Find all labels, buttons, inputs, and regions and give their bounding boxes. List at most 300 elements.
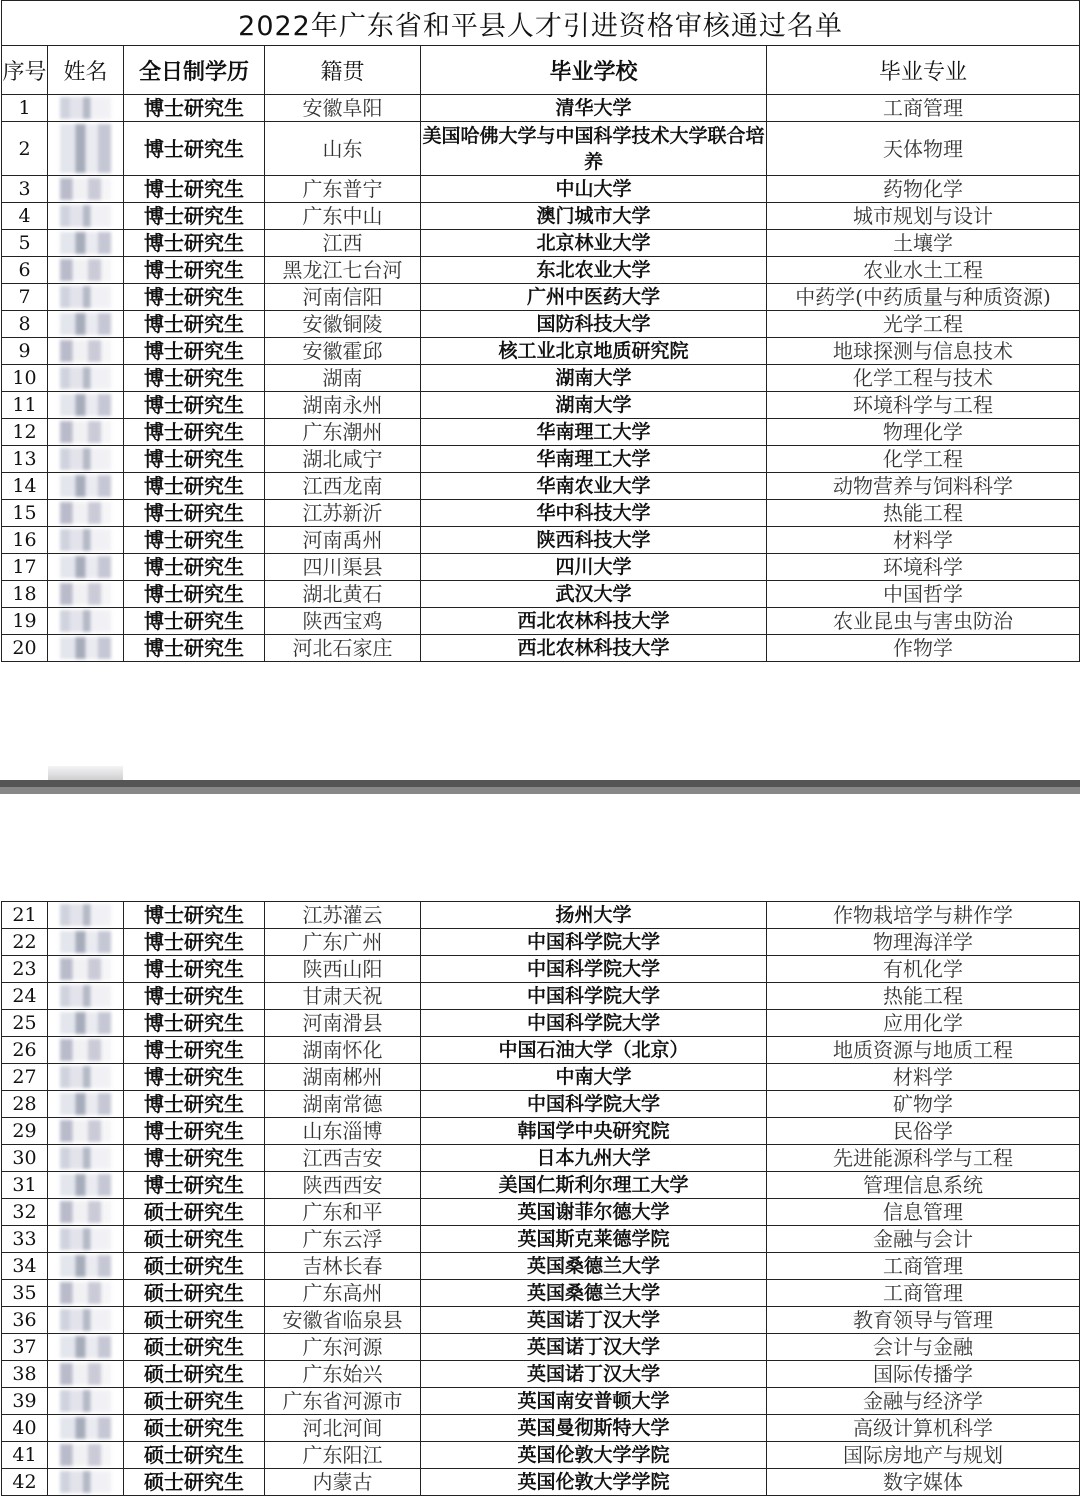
row-major: 药物化学: [767, 176, 1080, 203]
row-origin: 安徽阜阳: [265, 95, 421, 122]
row-school: 中山大学: [421, 176, 767, 203]
row-school: 广州中医药大学: [421, 284, 767, 311]
row-education: 硕士研究生: [124, 1334, 265, 1361]
table-row: [2, 1010, 1080, 1037]
row-seq: 1: [2, 95, 48, 122]
table-row: [2, 1037, 1080, 1064]
row-major: 作物学: [767, 635, 1080, 662]
redacted-name-blur: [60, 313, 111, 335]
row-school: 英国南安普顿大学: [421, 1388, 767, 1415]
row-name-redacted: [48, 1010, 124, 1037]
row-education: 博士研究生: [124, 902, 265, 929]
row-origin: 山东: [265, 122, 421, 176]
row-origin: 河北河间: [265, 1415, 421, 1442]
redacted-name-blur: [60, 502, 111, 524]
row-major: 国际传播学: [767, 1361, 1080, 1388]
row-origin: 江西: [265, 230, 421, 257]
row-education: 博士研究生: [124, 365, 265, 392]
header-name: 姓名: [48, 46, 124, 95]
redacted-name-blur: [60, 394, 111, 416]
row-seq: 17: [2, 554, 48, 581]
row-education: 博士研究生: [124, 500, 265, 527]
row-origin: 黑龙江七台河: [265, 257, 421, 284]
row-name-redacted: [48, 392, 124, 419]
row-school: 英国诺丁汉大学: [421, 1307, 767, 1334]
row-major: 数字媒体: [767, 1469, 1080, 1496]
row-major: 农业水土工程: [767, 257, 1080, 284]
row-origin: 吉林长春: [265, 1253, 421, 1280]
row-seq: 32: [2, 1199, 48, 1226]
row-education: 博士研究生: [124, 230, 265, 257]
row-major: 作物栽培学与耕作学: [767, 902, 1080, 929]
row-origin: 甘肃天祝: [265, 983, 421, 1010]
row-origin: 湖南永州: [265, 392, 421, 419]
row-school: 英国曼彻斯特大学: [421, 1415, 767, 1442]
row-major: 民俗学: [767, 1118, 1080, 1145]
row-name-redacted: [48, 929, 124, 956]
row-origin: 广东始兴: [265, 1361, 421, 1388]
row-education: 博士研究生: [124, 473, 265, 500]
row-school: 中南大学: [421, 1064, 767, 1091]
redacted-name-blur: [60, 1174, 111, 1196]
row-seq: 12: [2, 419, 48, 446]
row-seq: 4: [2, 203, 48, 230]
row-major: 材料学: [767, 1064, 1080, 1091]
row-major: 物理化学: [767, 419, 1080, 446]
row-school: 扬州大学: [421, 902, 767, 929]
row-school: 西北农林科技大学: [421, 608, 767, 635]
redacted-name-blur: [60, 421, 111, 443]
table-row: [2, 1118, 1080, 1145]
row-origin: 山东淄博: [265, 1118, 421, 1145]
row-origin: 湖南怀化: [265, 1037, 421, 1064]
row-seq: 40: [2, 1415, 48, 1442]
row-major: 金融与会计: [767, 1226, 1080, 1253]
row-education: 博士研究生: [124, 176, 265, 203]
redacted-name-blur: [60, 1120, 111, 1142]
row-seq: 9: [2, 338, 48, 365]
table-row: [2, 1442, 1080, 1469]
row-school: 英国诺丁汉大学: [421, 1361, 767, 1388]
row-origin: 广东中山: [265, 203, 421, 230]
table-row: [2, 1226, 1080, 1253]
row-seq: 31: [2, 1172, 48, 1199]
row-seq: 41: [2, 1442, 48, 1469]
row-origin: 江西吉安: [265, 1145, 421, 1172]
row-school: 湖南大学: [421, 392, 767, 419]
row-seq: 5: [2, 230, 48, 257]
table-row: [2, 473, 1080, 500]
row-name-redacted: [48, 1037, 124, 1064]
redacted-name-blur: [60, 1471, 111, 1493]
row-major: 环境科学: [767, 554, 1080, 581]
row-school: 华南理工大学: [421, 446, 767, 473]
row-school: 美国哈佛大学与中国科学技术大学联合培养: [421, 122, 767, 176]
redacted-name-blur: [60, 904, 111, 926]
row-major: 金融与经济学: [767, 1388, 1080, 1415]
row-origin: 陕西西安: [265, 1172, 421, 1199]
row-origin: 江西龙南: [265, 473, 421, 500]
row-name-redacted: [48, 581, 124, 608]
row-education: 博士研究生: [124, 1064, 265, 1091]
row-origin: 湖南: [265, 365, 421, 392]
row-name-redacted: [48, 1469, 124, 1496]
redacted-name-blur: [60, 637, 111, 659]
row-name-redacted: [48, 311, 124, 338]
redacted-name-blur: [60, 556, 111, 578]
row-major: 中药学(中药质量与种质资源): [767, 284, 1080, 311]
row-seq: 21: [2, 902, 48, 929]
row-major: 矿物学: [767, 1091, 1080, 1118]
row-education: 硕士研究生: [124, 1388, 265, 1415]
row-school: 中国科学院大学: [421, 1010, 767, 1037]
table-row: [2, 581, 1080, 608]
row-origin: 陕西宝鸡: [265, 608, 421, 635]
row-school: 华中科技大学: [421, 500, 767, 527]
row-education: 博士研究生: [124, 95, 265, 122]
row-seq: 27: [2, 1064, 48, 1091]
row-education: 博士研究生: [124, 1118, 265, 1145]
redacted-name-blur: [60, 124, 111, 173]
redacted-name-blur: [60, 448, 111, 470]
row-education: 博士研究生: [124, 257, 265, 284]
row-seq: 39: [2, 1388, 48, 1415]
row-seq: 6: [2, 257, 48, 284]
row-seq: 10: [2, 365, 48, 392]
row-school: 东北农业大学: [421, 257, 767, 284]
redacted-name-blur: [60, 1066, 111, 1088]
row-major: 热能工程: [767, 500, 1080, 527]
row-name-redacted: [48, 1145, 124, 1172]
redacted-name-blur: [60, 1012, 111, 1034]
row-school: 英国伦敦大学学院: [421, 1442, 767, 1469]
row-education: 硕士研究生: [124, 1442, 265, 1469]
redacted-name-blur: [60, 1147, 111, 1169]
row-major: 工商管理: [767, 1253, 1080, 1280]
table-row: [2, 929, 1080, 956]
row-major: 农业昆虫与害虫防治: [767, 608, 1080, 635]
row-school: 澳门城市大学: [421, 203, 767, 230]
table-row: [2, 95, 1080, 122]
table-row: [2, 1469, 1080, 1496]
row-school: 英国伦敦大学学院: [421, 1469, 767, 1496]
table-row: [2, 365, 1080, 392]
row-education: 硕士研究生: [124, 1307, 265, 1334]
row-education: 博士研究生: [124, 392, 265, 419]
row-major: 信息管理: [767, 1199, 1080, 1226]
row-major: 工商管理: [767, 95, 1080, 122]
row-education: 博士研究生: [124, 929, 265, 956]
row-origin: 河南信阳: [265, 284, 421, 311]
redacted-name-blur: [60, 97, 111, 119]
row-name-redacted: [48, 1442, 124, 1469]
row-name-redacted: [48, 1280, 124, 1307]
table-bottom: [1, 901, 1080, 1496]
row-major: 土壤学: [767, 230, 1080, 257]
table-row: [2, 1199, 1080, 1226]
row-education: 博士研究生: [124, 419, 265, 446]
row-education: 硕士研究生: [124, 1199, 265, 1226]
header-edu: 全日制学历: [124, 46, 265, 95]
table-row: [2, 419, 1080, 446]
row-seq: 36: [2, 1307, 48, 1334]
row-seq: 8: [2, 311, 48, 338]
row-origin: 安徽铜陵: [265, 311, 421, 338]
redacted-name-blur: [60, 1363, 111, 1385]
row-education: 博士研究生: [124, 284, 265, 311]
row-seq: 26: [2, 1037, 48, 1064]
table-row: [2, 338, 1080, 365]
row-school: 四川大学: [421, 554, 767, 581]
row-education: 博士研究生: [124, 635, 265, 662]
row-seq: 11: [2, 392, 48, 419]
table-row: [2, 1145, 1080, 1172]
row-seq: 34: [2, 1253, 48, 1280]
row-school: 中国科学院大学: [421, 929, 767, 956]
row-school: 武汉大学: [421, 581, 767, 608]
table-row: [2, 176, 1080, 203]
row-name-redacted: [48, 527, 124, 554]
table-row: [2, 1280, 1080, 1307]
row-name-redacted: [48, 1388, 124, 1415]
row-school: 国防科技大学: [421, 311, 767, 338]
redacted-name-blur: [60, 958, 111, 980]
row-origin: 湖北咸宁: [265, 446, 421, 473]
row-major: 先进能源科学与工程: [767, 1145, 1080, 1172]
row-school: 美国仁斯利尔理工大学: [421, 1172, 767, 1199]
row-major: 国际房地产与规划: [767, 1442, 1080, 1469]
row-education: 博士研究生: [124, 1145, 265, 1172]
row-seq: 14: [2, 473, 48, 500]
table-row: [2, 1091, 1080, 1118]
row-origin: 广东普宁: [265, 176, 421, 203]
table-row: [2, 554, 1080, 581]
row-education: 博士研究生: [124, 1172, 265, 1199]
redacted-name-blur: [60, 367, 111, 389]
row-name-redacted: [48, 365, 124, 392]
row-seq: 3: [2, 176, 48, 203]
row-education: 博士研究生: [124, 203, 265, 230]
row-name-redacted: [48, 1091, 124, 1118]
row-name-redacted: [48, 176, 124, 203]
row-education: 硕士研究生: [124, 1226, 265, 1253]
row-origin: 广东云浮: [265, 1226, 421, 1253]
redacted-name-blur: [60, 529, 111, 551]
row-seq: 2: [2, 122, 48, 176]
row-origin: 广东广州: [265, 929, 421, 956]
row-name-redacted: [48, 230, 124, 257]
row-seq: 19: [2, 608, 48, 635]
redacted-name-blur: [60, 1201, 111, 1223]
redacted-name-blur: [60, 931, 111, 953]
table-page-bottom: [0, 901, 1080, 1496]
row-name-redacted: [48, 1172, 124, 1199]
row-name-redacted: [48, 1415, 124, 1442]
row-origin: 四川渠县: [265, 554, 421, 581]
row-origin: 河北石家庄: [265, 635, 421, 662]
row-school: 中国科学院大学: [421, 983, 767, 1010]
row-school: 英国斯克莱德学院: [421, 1226, 767, 1253]
row-seq: 23: [2, 956, 48, 983]
row-name-redacted: [48, 203, 124, 230]
row-major: 地球探测与信息技术: [767, 338, 1080, 365]
redacted-name-blur: [60, 1228, 111, 1250]
table-row: [2, 1307, 1080, 1334]
row-education: 硕士研究生: [124, 1361, 265, 1388]
redacted-name-blur: [60, 259, 111, 281]
row-name-redacted: [48, 1226, 124, 1253]
row-education: 博士研究生: [124, 983, 265, 1010]
redacted-name-blur: [60, 1039, 111, 1061]
row-major: 教育领导与管理: [767, 1307, 1080, 1334]
row-school: 英国桑德兰大学: [421, 1253, 767, 1280]
row-major: 地质资源与地质工程: [767, 1037, 1080, 1064]
redacted-name-blur: [60, 286, 111, 308]
row-school: 中国科学院大学: [421, 956, 767, 983]
row-seq: 22: [2, 929, 48, 956]
table-row: [2, 392, 1080, 419]
header-school: 毕业学校: [421, 46, 767, 95]
table-row: [2, 1415, 1080, 1442]
table-row: [2, 1334, 1080, 1361]
row-education: 硕士研究生: [124, 1469, 265, 1496]
redacted-name-blur: [60, 985, 111, 1007]
row-name-redacted: [48, 1361, 124, 1388]
redacted-name-blur: [60, 475, 111, 497]
row-education: 博士研究生: [124, 527, 265, 554]
row-origin: 陕西山阳: [265, 956, 421, 983]
row-origin: 广东和平: [265, 1199, 421, 1226]
row-origin: 广东省河源市: [265, 1388, 421, 1415]
row-education: 博士研究生: [124, 446, 265, 473]
row-origin: 江苏灌云: [265, 902, 421, 929]
row-major: 应用化学: [767, 1010, 1080, 1037]
redacted-name-blur: [60, 1255, 111, 1277]
row-school: 韩国学中央研究院: [421, 1118, 767, 1145]
row-seq: 15: [2, 500, 48, 527]
table-row: [2, 446, 1080, 473]
row-major: 高级计算机科学: [767, 1415, 1080, 1442]
row-origin: 湖南郴州: [265, 1064, 421, 1091]
row-school: 华南农业大学: [421, 473, 767, 500]
row-name-redacted: [48, 902, 124, 929]
header-major: 毕业专业: [767, 46, 1080, 95]
row-name-redacted: [48, 446, 124, 473]
row-origin: 广东河源: [265, 1334, 421, 1361]
row-school: 核工业北京地质研究院: [421, 338, 767, 365]
table-top: [1, 0, 1080, 662]
row-school: 陕西科技大学: [421, 527, 767, 554]
row-seq: 30: [2, 1145, 48, 1172]
row-seq: 20: [2, 635, 48, 662]
row-origin: 河南禹州: [265, 527, 421, 554]
row-seq: 24: [2, 983, 48, 1010]
redacted-name-blur: [60, 583, 111, 605]
row-origin: 内蒙古: [265, 1469, 421, 1496]
row-education: 博士研究生: [124, 608, 265, 635]
redacted-name-blur: [60, 1390, 111, 1412]
row-name-redacted: [48, 983, 124, 1010]
row-education: 硕士研究生: [124, 1253, 265, 1280]
row-major: 中国哲学: [767, 581, 1080, 608]
page-divider: [0, 780, 1080, 794]
redacted-name-blur: [60, 232, 111, 254]
row-major: 化学工程: [767, 446, 1080, 473]
row-major: 化学工程与技术: [767, 365, 1080, 392]
table-row: [2, 257, 1080, 284]
row-origin: 广东高州: [265, 1280, 421, 1307]
row-name-redacted: [48, 554, 124, 581]
table-row: [2, 527, 1080, 554]
row-major: 工商管理: [767, 1280, 1080, 1307]
row-name-redacted: [48, 95, 124, 122]
page-title: 2022年广东省和平县人才引进资格审核通过名单: [2, 1, 1080, 46]
row-major: 天体物理: [767, 122, 1080, 176]
row-education: 博士研究生: [124, 956, 265, 983]
row-school: 湖南大学: [421, 365, 767, 392]
row-major: 热能工程: [767, 983, 1080, 1010]
row-seq: 28: [2, 1091, 48, 1118]
table-row: [2, 956, 1080, 983]
table-row: [2, 1253, 1080, 1280]
row-seq: 42: [2, 1469, 48, 1496]
row-seq: 33: [2, 1226, 48, 1253]
row-seq: 29: [2, 1118, 48, 1145]
row-school: 英国诺丁汉大学: [421, 1334, 767, 1361]
row-name-redacted: [48, 1118, 124, 1145]
row-major: 会计与金融: [767, 1334, 1080, 1361]
row-name-redacted: [48, 257, 124, 284]
row-education: 博士研究生: [124, 1091, 265, 1118]
row-education: 博士研究生: [124, 338, 265, 365]
table-row: [2, 1388, 1080, 1415]
row-education: 硕士研究生: [124, 1280, 265, 1307]
table-row: [2, 902, 1080, 929]
row-major: 物理海洋学: [767, 929, 1080, 956]
row-origin: 河南滑县: [265, 1010, 421, 1037]
redacted-name-blur: [60, 340, 111, 362]
row-school: 日本九州大学: [421, 1145, 767, 1172]
redacted-name-blur: [60, 1336, 111, 1358]
redacted-name-blur: [60, 1282, 111, 1304]
table-row: [2, 500, 1080, 527]
table-row: [2, 1361, 1080, 1388]
row-major: 有机化学: [767, 956, 1080, 983]
header-origin: 籍贯: [265, 46, 421, 95]
row-school: 华南理工大学: [421, 419, 767, 446]
redacted-name-blur: [60, 205, 111, 227]
row-name-redacted: [48, 122, 124, 176]
row-seq: 13: [2, 446, 48, 473]
row-name-redacted: [48, 1064, 124, 1091]
table-page-top: [0, 0, 1080, 662]
row-seq: 18: [2, 581, 48, 608]
row-name-redacted: [48, 419, 124, 446]
redacted-name-blur: [60, 178, 111, 200]
redacted-name-blur: [60, 1309, 111, 1331]
row-name-redacted: [48, 473, 124, 500]
row-seq: 25: [2, 1010, 48, 1037]
row-name-redacted: [48, 956, 124, 983]
row-school: 英国谢菲尔德大学: [421, 1199, 767, 1226]
table-row: [2, 230, 1080, 257]
table-row: [2, 635, 1080, 662]
row-school: 英国桑德兰大学: [421, 1280, 767, 1307]
row-name-redacted: [48, 338, 124, 365]
row-origin: 安徽霍邱: [265, 338, 421, 365]
table-row: [2, 122, 1080, 176]
row-education: 博士研究生: [124, 554, 265, 581]
